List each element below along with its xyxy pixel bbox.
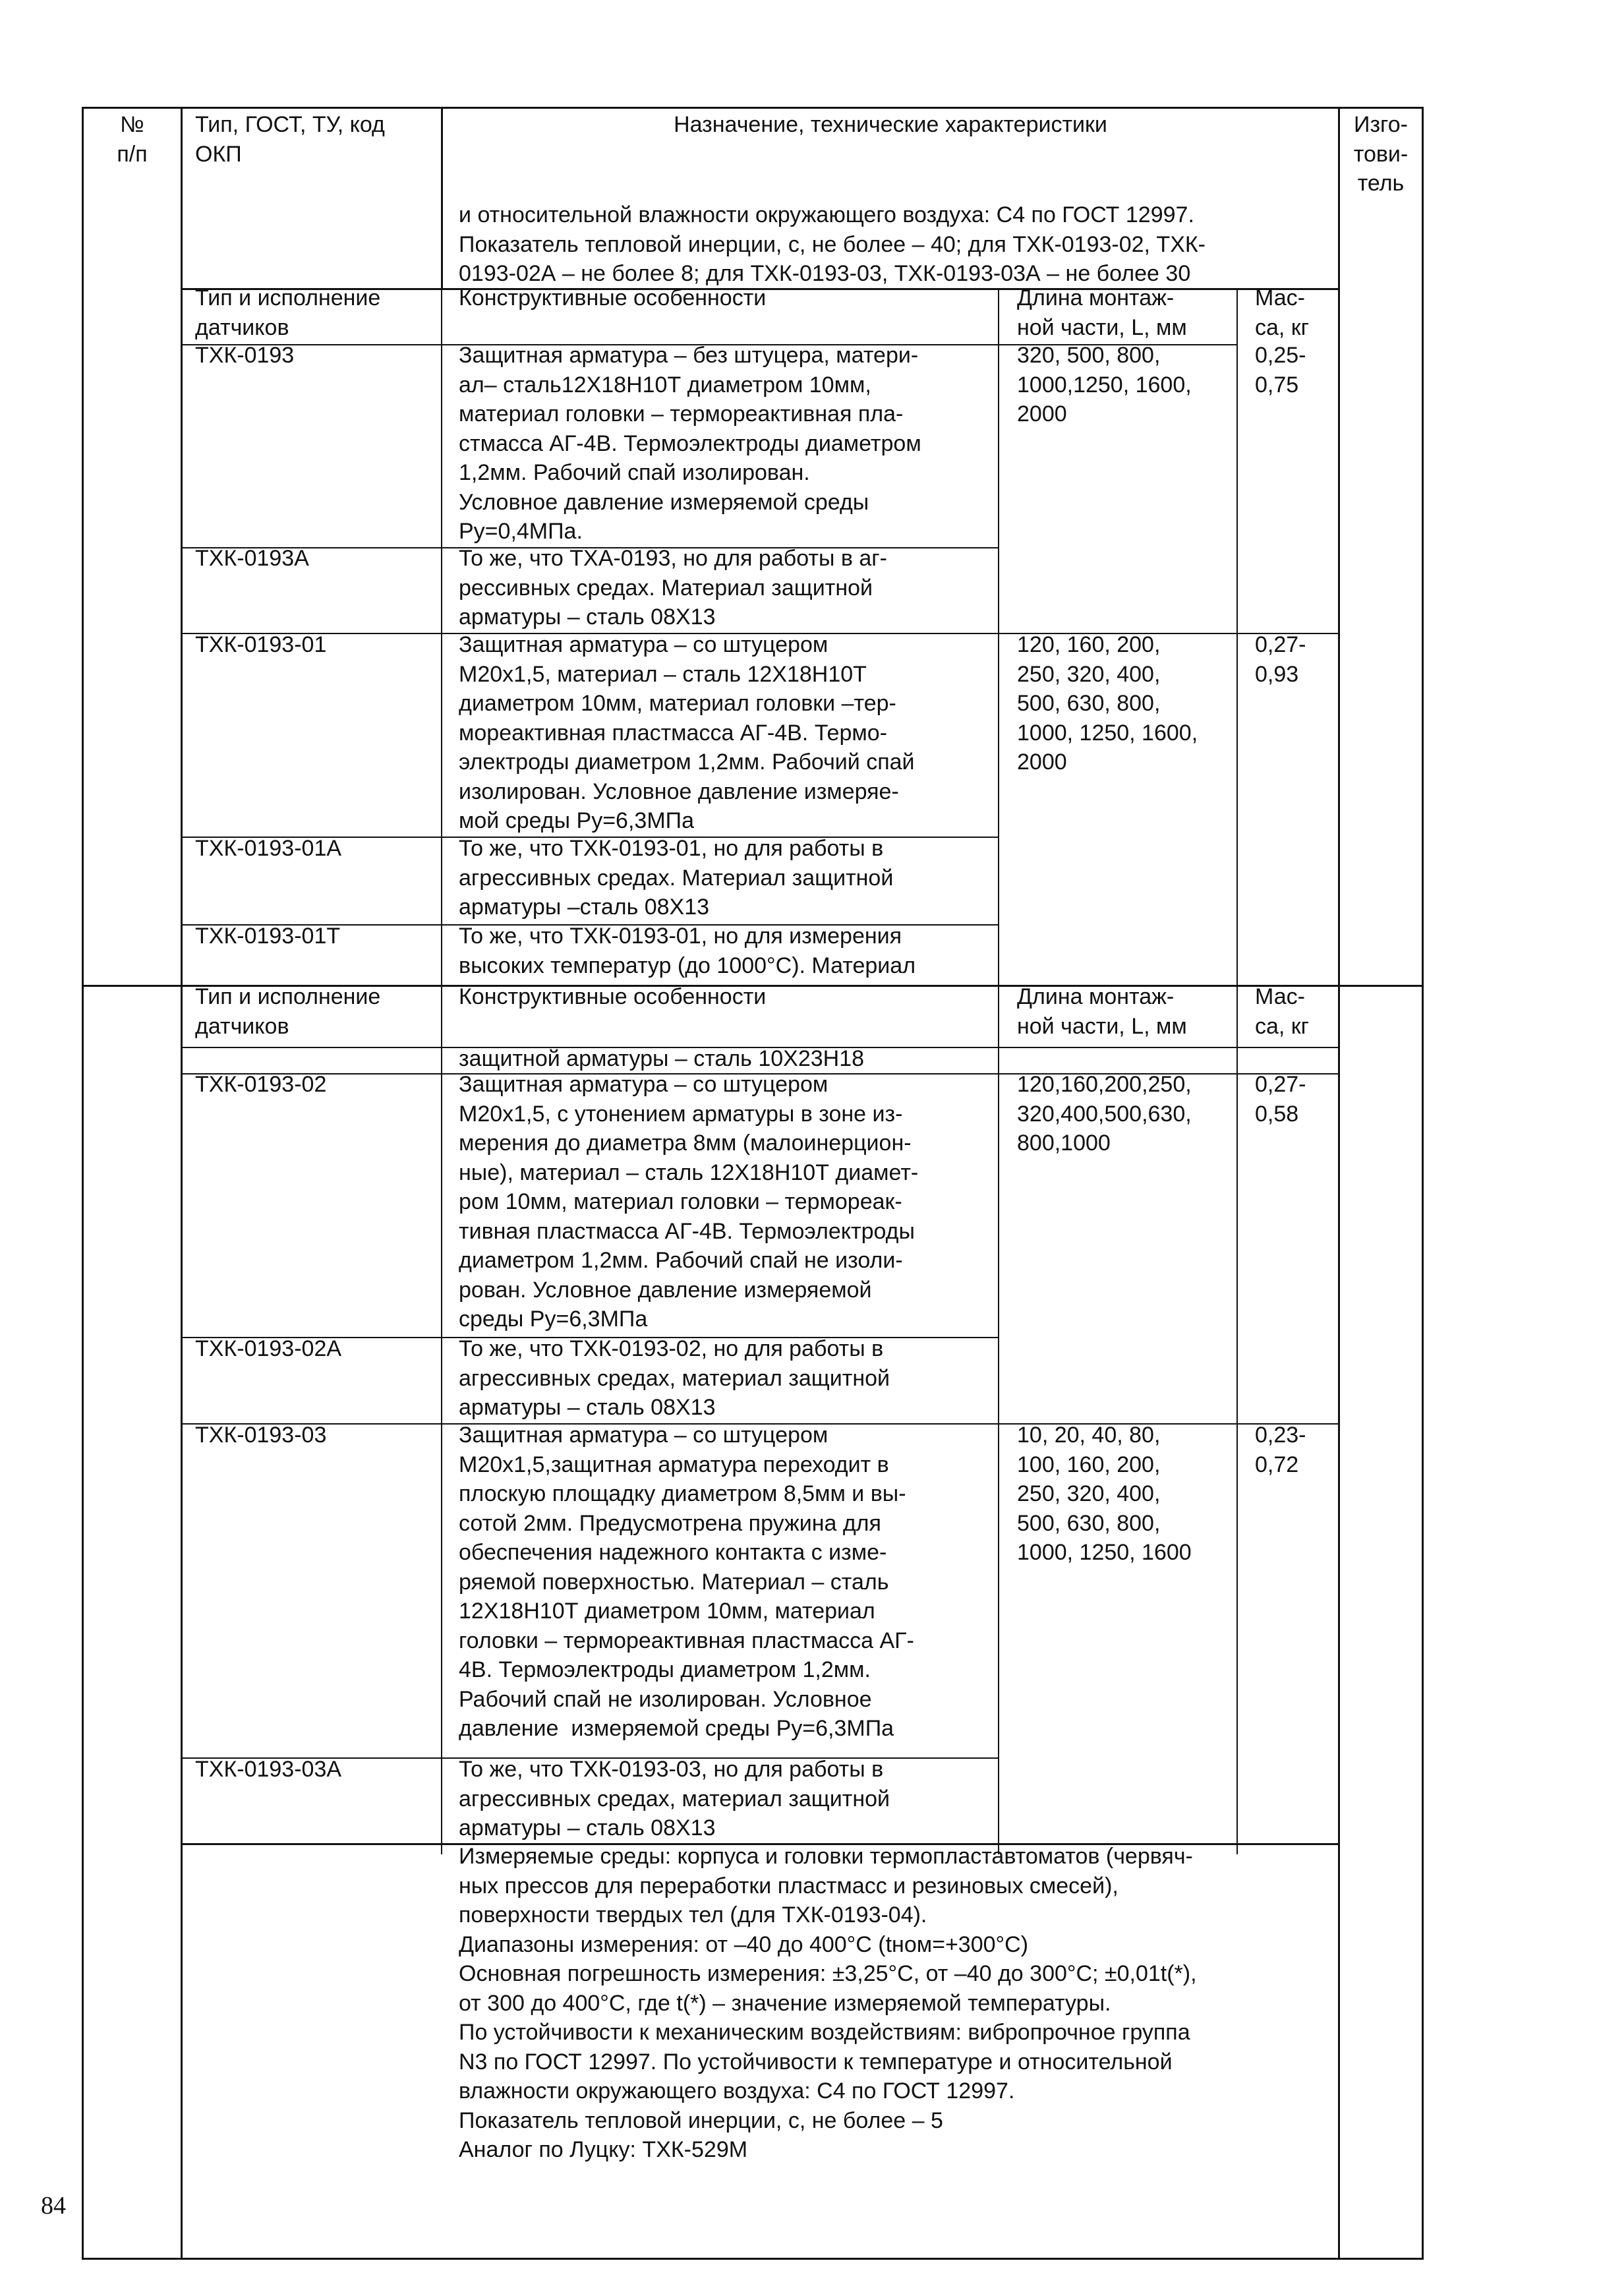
subheader-length: Длина монтаж- ной части, L, мм bbox=[1017, 984, 1187, 1039]
row-mass: 0,23- 0,72 bbox=[1255, 1423, 1306, 1477]
subheader-length: Длина монтаж- ной части, L, мм bbox=[1017, 285, 1187, 340]
subheader-mass: Мас- са, кг bbox=[1255, 285, 1310, 340]
row-type: ТХК-0193-01Т bbox=[195, 924, 341, 949]
row-design: Защитная арматура – без штуцера, матери- ал– сталь12Х18Н10Т диаметром 10мм, материал головки – термореактивная пла- стмасса АГ-4В. Термоэлектроды диаметром 1,2мм. Рабочий спай изолирован. Условное давление измеряемой среды Ру=0,4МПа. bbox=[459, 343, 921, 544]
row-length: 320, 500, 800, 1000,1250, 1600, 2000 bbox=[1017, 343, 1192, 427]
subheader-sensor-type: Тип и исполнение датчиков bbox=[195, 285, 381, 340]
subheader-mass: Мас- са, кг bbox=[1255, 984, 1310, 1039]
row-length: 10, 20, 40, 80, 100, 160, 200, 250, 320, 400, 500, 630, 800, 1000, 1250, 1600 bbox=[1017, 1423, 1192, 1565]
row-type: ТХК-0193-03 bbox=[195, 1423, 327, 1448]
row-mass: 0,25- 0,75 bbox=[1255, 343, 1306, 397]
header-purpose: Назначение, технические характеристики bbox=[674, 112, 1107, 137]
row-design: То же, что ТХК-0193-01, но для измерения высоких температур (до 1000°С). Материал bbox=[459, 924, 916, 978]
row-design: Защитная арматура – со штуцером М20х1,5, материал – сталь 12Х18Н10Т диаметром 10мм, материал головки –тер- мореактивная пластмасса АГ-4В. Термо- электроды диаметром 1,2мм. Рабочий спай изолирован. Условное давление измеряе- мой среды Ру=6,3МПа bbox=[459, 632, 915, 833]
page-number: 84 bbox=[41, 2192, 66, 2220]
row-design: То же, что ТХА-0193, но для работы в аг- рессивных средах. Материал защитной арматуры – сталь 08Х13 bbox=[459, 546, 887, 630]
subheader-design: Конструктивные особенности bbox=[459, 285, 767, 310]
row-type: ТХК-0193-02А bbox=[195, 1336, 342, 1361]
row-mass: 0,27- 0,58 bbox=[1255, 1072, 1306, 1127]
row-design: То же, что ТХК-0193-03, но для работы в агрессивных средах, материал защитной арматуры – сталь 08Х13 bbox=[459, 1757, 890, 1840]
row-type: ТХК-0193-01 bbox=[195, 632, 327, 657]
row-type: ТХК-0193 bbox=[195, 343, 295, 368]
row-mass: 0,27- 0,93 bbox=[1255, 632, 1306, 687]
summary-text: Измеряемые среды: корпуса и головки термопластавтоматов (червяч- ных прессов для переработки пластмасс и резиновых смесей), поверхности твердых тел (для ТХК-0193-04). Диапазоны измерения: от –40 до 400°С (tном=+300°С) Основная погрешность измерения: ±3,25°С, от –40 до 300°С; ±0,01t(*), от 300 до 400°С, где t(*) – значение измеряемой температуры. По устойчивости к механическим воздействиям: вибропрочное группа N3 по ГОСТ 12997. По устойчивости к температуре и относительной влажности окружающего воздуха: С4 по ГОСТ 12997. Показатель тепловой инерции, с, не более – 5 Аналог по Луцку: ТХК-529М bbox=[459, 1844, 1197, 2162]
intro-text: и относительной влажности окружающего воздуха: С4 по ГОСТ 12997. Показатель тепловой инерции, с, не более – 40; для ТХК-0193-02, ТХК- 0193-02А – не более 8; для ТХК-0193-03, ТХК-0193-03А – не более 30 bbox=[459, 202, 1206, 286]
row-design: То же, что ТХК-0193-01, но для работы в агрессивных средах. Материал защитной арматуры –сталь 08Х13 bbox=[459, 836, 894, 920]
row-length: 120,160,200,250, 320,400,500,630, 800,1000 bbox=[1017, 1072, 1192, 1156]
row-design: защитной арматуры – сталь 10Х23Н18 bbox=[459, 1046, 865, 1071]
header-manufacturer: Изго- тови- тель bbox=[1353, 112, 1409, 196]
header-type-gost: Тип, ГОСТ, ТУ, код ОКП bbox=[195, 112, 385, 167]
row-type: ТХК-0193-03А bbox=[195, 1757, 342, 1782]
row-design: Защитная арматура – со штуцером М20х1,5, с утонением арматуры в зоне из- мерения до диаметра 8мм (малоинерцион- ные), материал – сталь 12Х18Н10Т диамет- ром 10мм, материал головки – термореак- тивная пластмасса АГ-4В. Термоэлектроды диаметром 1,2мм. Рабочий спай не изоли- рован. Условное давление измеряемой среды Ру=6,3МПа bbox=[459, 1072, 919, 1332]
row-type: ТХК-0193А bbox=[195, 546, 309, 571]
subheader-sensor-type: Тип и исполнение датчиков bbox=[195, 984, 381, 1039]
header-number: № п/п bbox=[117, 112, 148, 167]
row-design: То же, что ТХК-0193-02, но для работы в агрессивных средах, материал защитной арматуры – сталь 08Х13 bbox=[459, 1336, 890, 1420]
subheader-design: Конструктивные особенности bbox=[459, 984, 767, 1009]
row-type: ТХК-0193-02 bbox=[195, 1072, 327, 1097]
row-length: 120, 160, 200, 250, 320, 400, 500, 630, 800, 1000, 1250, 1600, 2000 bbox=[1017, 632, 1198, 775]
row-design: Защитная арматура – со штуцером М20х1,5,защитная арматура переходит в плоскую площадку диаметром 8,5мм и вы- сотой 2мм. Предусмотрена пружина для обеспечения надежного контакта с изме- ряемой поверхностью. Материал – сталь 12Х18Н10Т диаметром 10мм, материал головки – термореактивная пластмасса АГ- 4В. Термоэлектроды диаметром 1,2мм. Рабочий спай не изолирован. Условное давление измеряемой среды Ру=6,3МПа bbox=[459, 1423, 914, 1741]
row-type: ТХК-0193-01А bbox=[195, 836, 342, 861]
